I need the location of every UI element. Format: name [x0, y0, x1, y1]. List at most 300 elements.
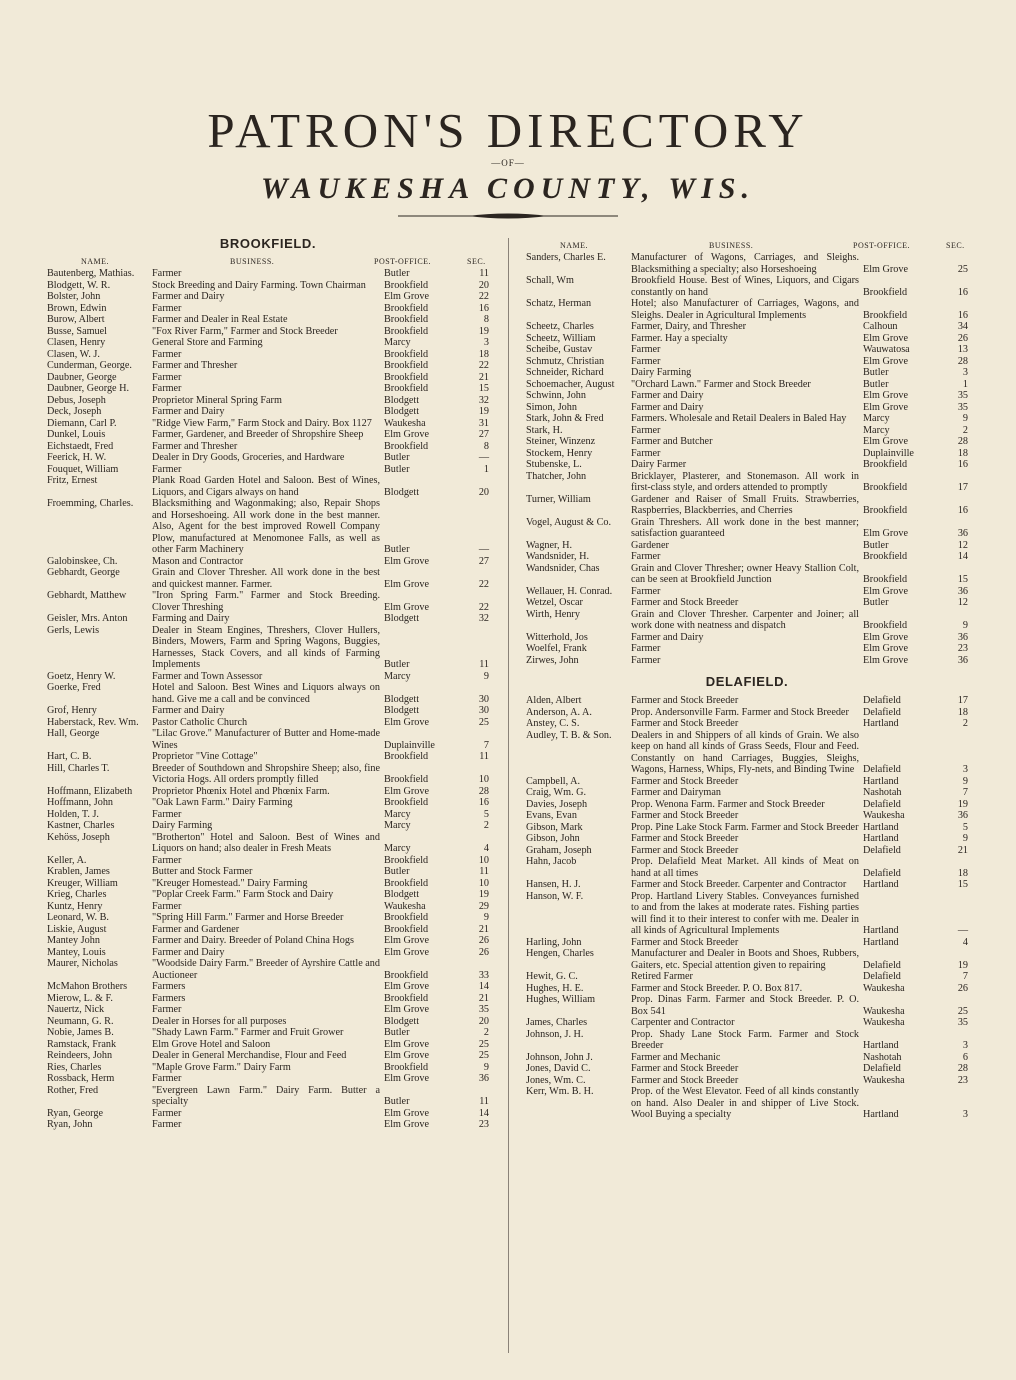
entry-name: Schmutz, Christian: [526, 355, 605, 367]
entry-post-office: Brookfield: [384, 854, 429, 866]
header-sec: SEC.: [467, 257, 486, 266]
entry-business: Dealer in Dry Goods, Groceries, and Hardware: [152, 452, 345, 463]
entry-business: Dairy Farmer: [631, 459, 687, 470]
entry-section: 3: [962, 1040, 968, 1051]
entry-name: Krieg, Charles: [47, 889, 107, 900]
entry-business: Farmer, Gardener, and Breeder of Shropshire Sheep: [152, 429, 364, 440]
entry-section: 16: [957, 286, 968, 298]
entry-section: 19: [957, 959, 968, 971]
entry-name: Hoffmann, John: [47, 797, 114, 808]
entry-name: Scheetz, Charles: [526, 321, 594, 332]
directory-entry: [47, 395, 489, 407]
entry-business: Gardener and Raiser of Small Fruits. Strawberries, Raspberries, Blackberries, and Cherries: [631, 493, 859, 516]
directory-entry: [526, 459, 968, 471]
entry-business: Mason and Contractor: [152, 555, 244, 567]
directory-entry: [526, 776, 968, 788]
entry-business: Farmer: [152, 900, 182, 912]
entry-post-office: Brookfield: [384, 440, 429, 452]
entry-post-office: Nashotah: [863, 787, 902, 798]
entry-post-office: Elm Grove: [384, 716, 429, 728]
entry-business: Farmer and Dairy: [152, 406, 225, 417]
directory-entry: [47, 498, 489, 556]
entry-business: Farmer and Stock Breeder: [631, 810, 739, 821]
entry-section: 25: [957, 263, 968, 275]
entry-name: Deck, Joseph: [47, 406, 102, 417]
entry-business: Farmer and Stock Breeder: [631, 936, 739, 948]
entry-business: Farmer and Stock Breeder: [631, 844, 739, 856]
entry-post-office: Marcy: [384, 670, 411, 682]
directory-entry: [526, 448, 968, 460]
entry-business: Carpenter and Contractor: [631, 1017, 735, 1028]
entry-post-office: Hartland: [863, 821, 899, 833]
entry-section: 27: [478, 555, 489, 567]
entry-section: 19: [478, 406, 489, 417]
entry-section: 4: [483, 843, 489, 854]
entry-name: Ries, Charles: [47, 1061, 102, 1073]
entry-section: 21: [478, 923, 489, 935]
entry-section: 30: [478, 693, 489, 705]
entry-section: 2: [962, 424, 968, 436]
entry-business: Dealer in Horses for all purposes: [152, 1015, 287, 1027]
entry-business: "Spring Hill Farm." Farmer and Horse Breeder: [152, 912, 344, 923]
directory-entry: [526, 718, 968, 730]
entry-business: Proprietor Mineral Spring Farm: [152, 394, 282, 406]
directory-entry: [47, 452, 489, 464]
entry-name: Sanders, Charles E.: [526, 252, 606, 263]
entry-post-office: Waukesha: [863, 1074, 905, 1086]
entry-section: 25: [478, 716, 489, 728]
entry-section: 36: [478, 1073, 489, 1084]
entry-name: Craig, Wm. G.: [526, 787, 587, 798]
directory-entry: [526, 845, 968, 857]
entry-business: Farmer: [631, 424, 661, 436]
entry-post-office: Elm Grove: [384, 291, 429, 302]
directory-entry: [47, 981, 489, 993]
entry-business: Grain and Clover Thresher. All work done in the best and quickest manner. Farmer.: [152, 567, 380, 590]
entry-post-office: Wauwatosa: [863, 344, 910, 355]
entry-post-office: Brookfield: [384, 992, 429, 1004]
entry-name: Gebhardt, George: [47, 567, 120, 578]
directory-entry: [47, 406, 489, 418]
entry-post-office: Brookfield: [384, 1061, 429, 1073]
directory-entry: [526, 333, 968, 345]
directory-entry: [526, 609, 968, 632]
directory-entry: [47, 797, 489, 809]
entry-business: "Orchard Lawn." Farmer and Stock Breeder: [631, 378, 811, 390]
entry-business: Farmer and Stock Breeder: [631, 718, 739, 729]
column-right: [526, 236, 968, 1121]
entry-name: Neumann, G. R.: [47, 1015, 114, 1027]
directory-entry: [526, 563, 968, 586]
entry-section: 15: [957, 574, 968, 585]
entry-post-office: Blodgett: [384, 1015, 420, 1027]
entry-business: Farmer and Thresher: [152, 440, 238, 452]
entry-section: 35: [957, 1017, 968, 1028]
directory-entry: [47, 625, 489, 671]
entry-name: Daubner, George: [47, 371, 117, 383]
entry-section: 25: [957, 1005, 968, 1017]
entry-business: Farmer and Stock Breeder: [631, 1074, 739, 1086]
entry-section: 23: [957, 643, 968, 654]
header-business: BUSINESS.: [709, 241, 754, 250]
entry-business: Farmer: [631, 355, 661, 367]
entry-section: 11: [479, 751, 489, 762]
entry-post-office: Marcy: [384, 843, 411, 854]
entry-section: 25: [478, 1038, 489, 1050]
entry-name: Anderson, A. A.: [526, 706, 592, 718]
entry-post-office: Hartland: [863, 879, 899, 890]
entry-business: Farmer: [152, 383, 182, 394]
entry-business: "Maple Grove Farm." Dairy Farm: [152, 1061, 291, 1073]
entry-name: Wandsnider, Chas: [526, 562, 600, 574]
entry-name: Krablen, James: [47, 866, 110, 877]
entry-section: 16: [957, 459, 968, 470]
directory-entry: [47, 717, 489, 729]
entry-business: Dairy Farming: [631, 367, 692, 378]
entry-post-office: Brookfield: [863, 620, 908, 631]
entry-section: 3: [962, 764, 968, 775]
entry-name: Jones, David C.: [526, 1063, 591, 1074]
entry-post-office: Butler: [863, 367, 889, 378]
entry-post-office: Elm Grove: [863, 263, 908, 275]
directory-entry: [47, 1004, 489, 1016]
entry-post-office: Blodgett: [384, 693, 420, 705]
entry-business: "Shady Lawn Farm." Farmer and Fruit Grower: [152, 1027, 344, 1038]
entry-business: Prop. Pine Lake Stock Farm. Farmer and Stock Breeder: [631, 821, 859, 833]
entry-name: Hill, Charles T.: [47, 762, 110, 774]
entry-name: Gibson, John: [526, 833, 580, 844]
header-name: NAME.: [81, 257, 110, 266]
entry-business: "Poplar Creek Farm." Farm Stock and Dairy: [152, 889, 334, 900]
entry-post-office: Elm Grove: [863, 643, 908, 654]
entry-section: 34: [957, 321, 968, 332]
entry-post-office: Brookfield: [863, 551, 908, 562]
directory-entry: [47, 613, 489, 625]
entry-business: Dairy Farming: [152, 820, 213, 831]
entry-business: Farmer: [152, 348, 182, 360]
entry-name: Holden, T. J.: [47, 808, 99, 820]
directory-entry: [526, 983, 968, 995]
entry-post-office: Brookfield: [384, 279, 429, 291]
column-headers-left: [47, 257, 489, 268]
directory-entry: [47, 349, 489, 361]
entry-name: Leonard, W. B.: [47, 912, 109, 923]
entry-name: Wirth, Henry: [526, 608, 580, 620]
entry-business: Farmer and Dairy: [152, 946, 225, 958]
entry-name: Graham, Joseph: [526, 844, 592, 856]
entry-section: 27: [478, 429, 489, 440]
entry-section: 6: [962, 1051, 968, 1063]
entry-post-office: Delafield: [863, 695, 901, 706]
directory-entry: [47, 855, 489, 867]
entry-section: 22: [478, 360, 489, 371]
entry-business: Farmers: [152, 981, 186, 992]
entry-post-office: Elm Grove: [384, 1119, 429, 1130]
entry-section: 18: [957, 867, 968, 879]
directory-entry: [526, 643, 968, 655]
entry-post-office: Hartland: [863, 833, 899, 844]
entry-post-office: Waukesha: [384, 417, 426, 429]
entry-business: Farming and Dairy: [152, 613, 230, 624]
entry-section: 19: [957, 798, 968, 810]
entry-post-office: Hartland: [863, 936, 899, 948]
directory-entry: [526, 707, 968, 719]
entry-post-office: Brookfield: [384, 383, 429, 394]
directory-entry: [526, 937, 968, 949]
directory-entry: [526, 367, 968, 379]
directory-entry: [526, 471, 968, 494]
entry-business: Prop. Shady Lane Stock Farm. Farmer and Stock Breeder: [631, 1028, 859, 1051]
entry-business: Farmer and Stock Breeder: [631, 597, 739, 608]
entry-business: "Evergreen Lawn Farm." Dairy Farm. Butter a specialty: [152, 1084, 380, 1107]
entry-section: 1: [483, 463, 489, 475]
entry-section: 21: [478, 371, 489, 383]
directory-entry: [47, 314, 489, 326]
entry-business: Farmer: [152, 371, 182, 383]
entry-business: Prop. of the West Elevator. Feed of all kinds constantly on hand. Also Dealer in and shipper of Live Stock. Wool Buying a specialty: [631, 1086, 859, 1120]
entry-section: 9: [962, 620, 968, 631]
directory-entry: [47, 590, 489, 613]
entry-list-brookfield-continued: [526, 252, 968, 666]
entry-section: 18: [478, 348, 489, 360]
entry-name: Kreuger, William: [47, 877, 118, 889]
entry-name: Hewit, G. C.: [526, 971, 578, 982]
entry-section: 20: [478, 279, 489, 291]
directory-entry: [47, 901, 489, 913]
directory-entry: [526, 321, 968, 333]
entry-section: 3: [483, 337, 489, 348]
entry-business: Farmer and Stock Breeder: [631, 833, 739, 844]
entry-section: 25: [478, 1050, 489, 1061]
entry-post-office: Waukesha: [384, 900, 426, 912]
directory-entry: [47, 958, 489, 981]
entry-section: 26: [957, 332, 968, 344]
entry-name: Johnson, John J.: [526, 1051, 593, 1063]
entry-post-office: Delafield: [863, 706, 901, 718]
entry-business: Farmer: [152, 302, 182, 314]
entry-name: Alden, Albert: [526, 695, 582, 706]
entry-business: Farmer and Dairy. Breeder of Poland China Hogs: [152, 935, 354, 946]
entry-name: Mantey, Louis: [47, 946, 106, 958]
directory-entry: [526, 413, 968, 425]
entry-business: Pastor Catholic Church: [152, 716, 248, 728]
entry-section: 12: [957, 539, 968, 551]
entry-business: Manufacturer and Dealer in Boots and Shoes, Rubbers, Gaiters, etc. Special attention given to repairing: [631, 948, 859, 971]
entry-section: 21: [478, 992, 489, 1004]
entry-section: 32: [478, 613, 489, 624]
entry-section: 28: [957, 436, 968, 447]
entry-name: Schatz, Herman: [526, 298, 592, 309]
directory-entry: [47, 268, 489, 280]
entry-name: Nobie, James B.: [47, 1027, 114, 1038]
entry-name: Kuntz, Henry: [47, 900, 103, 912]
directory-entry: [526, 994, 968, 1017]
entry-business: Dealer in General Merchandise, Flour and Feed: [152, 1050, 347, 1061]
directory-entry: [47, 291, 489, 303]
entry-section: 30: [478, 705, 489, 716]
entry-section: 33: [478, 969, 489, 981]
entry-section: 26: [478, 946, 489, 958]
entry-post-office: Brookfield: [384, 877, 429, 889]
entry-post-office: Elm Grove: [384, 1038, 429, 1050]
entry-name: Davies, Joseph: [526, 798, 588, 810]
entry-post-office: Marcy: [384, 820, 411, 831]
entry-post-office: Brookfield: [384, 751, 429, 762]
entry-section: 36: [957, 810, 968, 821]
entry-post-office: Elm Grove: [863, 390, 908, 401]
directory-entry: [526, 252, 968, 275]
entry-post-office: Marcy: [863, 424, 890, 436]
directory-entry: [526, 810, 968, 822]
entry-section: 12: [957, 597, 968, 608]
directory-entry: [47, 383, 489, 395]
directory-entry: [47, 303, 489, 315]
entry-business: Farmer and Dairy: [152, 705, 225, 716]
entry-business: Breeder of Southdown and Shropshire Sheep; also, fine Victoria Hogs. All orders promptly filled: [152, 762, 380, 785]
entry-business: Farmer and Gardener: [152, 923, 240, 935]
directory-entry: [47, 809, 489, 821]
entry-list-brookfield: [47, 268, 489, 1131]
entry-post-office: Elm Grove: [384, 1004, 429, 1015]
entry-section: 9: [962, 413, 968, 424]
entry-section: 14: [478, 981, 489, 992]
entry-name: Hughes, H. E.: [526, 982, 584, 994]
entry-name: Liskie, August: [47, 923, 107, 935]
directory-entry: [526, 856, 968, 879]
entry-post-office: Waukesha: [863, 1005, 905, 1017]
entry-post-office: Marcy: [384, 337, 411, 348]
entry-post-office: Blodgett: [384, 406, 420, 417]
entry-section: 22: [478, 601, 489, 613]
directory-entry: [526, 402, 968, 414]
entry-section: 17: [957, 695, 968, 706]
entry-name: Hughes, William: [526, 994, 596, 1005]
entry-business: Blacksmithing and Wagonmaking; also, Repair Shops and Horseshoeing. All work done in the best manner. Also, Agent for the best improved Rowell Company Plow, manufactured at Menomonee Falls, as well as other Farm Machinery: [152, 498, 380, 555]
entry-business: Brookfield House. Best of Wines, Liquors, and Cigars constantly on hand: [631, 275, 859, 298]
entry-post-office: Elm Grove: [863, 436, 908, 447]
entry-name: Simon, John: [526, 401, 577, 413]
directory-entry: [47, 1050, 489, 1062]
entry-name: Ryan, John: [47, 1119, 93, 1130]
directory-entry: [526, 971, 968, 983]
directory-entry: [47, 1108, 489, 1120]
entry-business: Farmer: [152, 1107, 182, 1119]
entry-post-office: Butler: [384, 1096, 410, 1107]
entry-post-office: Brookfield: [384, 371, 429, 383]
entry-business: Farmer: [152, 1073, 182, 1084]
entry-post-office: Brookfield: [863, 482, 908, 493]
entry-business: Farmer: [631, 585, 661, 597]
entry-section: 36: [957, 528, 968, 539]
entry-name: Wellauer, H. Conrad.: [526, 585, 613, 597]
directory-entry: [47, 372, 489, 384]
directory-entry: [526, 379, 968, 391]
entry-post-office: Elm Grove: [384, 981, 429, 992]
entry-name: Burow, Albert: [47, 314, 105, 325]
entry-name: Schwinn, John: [526, 390, 586, 401]
entry-name: Brown, Edwin: [47, 302, 107, 314]
entry-name: James, Charles: [526, 1017, 588, 1028]
entry-name: Clasen, Henry: [47, 337, 106, 348]
entry-name: Geisler, Mrs. Anton: [47, 613, 128, 624]
directory-entry: [47, 1073, 489, 1085]
directory-entry: [47, 786, 489, 798]
entry-name: Diemann, Carl P.: [47, 417, 117, 429]
entry-name: Fouquet, William: [47, 463, 119, 475]
entry-section: 26: [478, 935, 489, 946]
entry-name: Eichstaedt, Fred: [47, 440, 114, 452]
entry-business: Farmer: [152, 808, 182, 820]
entry-section: 11: [479, 659, 489, 670]
entry-business: Retired Farmer: [631, 971, 693, 982]
entry-post-office: Calhoun: [863, 321, 898, 332]
entry-business: Butter and Stock Farmer: [152, 866, 253, 877]
entry-post-office: Waukesha: [863, 1017, 905, 1028]
entry-post-office: Hartland: [863, 718, 899, 729]
entry-business: Prop. Delafield Meat Market. All kinds of Meat on hand at all times: [631, 856, 859, 879]
entry-post-office: Delafield: [863, 867, 901, 879]
directory-entry: [47, 429, 489, 441]
entry-name: Feerick, H. W.: [47, 452, 107, 463]
entry-post-office: Butler: [384, 1027, 410, 1038]
directory-entry: [526, 425, 968, 437]
entry-post-office: Elm Grove: [863, 654, 908, 666]
directory-entry: [47, 1119, 489, 1131]
entry-section: —: [478, 544, 489, 555]
directory-entry: [47, 1016, 489, 1028]
entry-post-office: Brookfield: [384, 969, 429, 981]
entry-name: Blodgett, W. R.: [47, 279, 111, 291]
directory-entry: [526, 1029, 968, 1052]
entry-name: Stubenske, L.: [526, 459, 582, 470]
entry-section: 35: [957, 401, 968, 413]
entry-name: Harling, John: [526, 936, 582, 948]
entry-section: 16: [478, 302, 489, 314]
entry-name: Galobinskee, Ch.: [47, 555, 118, 567]
entry-post-office: Duplainville: [384, 739, 435, 751]
entry-name: Dunkel, Louis: [47, 429, 106, 440]
directory-entry: [526, 833, 968, 845]
directory-entry: [526, 494, 968, 517]
entry-business: "Iron Spring Farm." Farmer and Stock Breeding. Clover Threshing: [152, 590, 380, 613]
entry-post-office: Waukesha: [863, 810, 905, 821]
directory-entry: [526, 298, 968, 321]
entry-section: 28: [957, 355, 968, 367]
entry-business: Farmer: [631, 344, 661, 355]
directory-entry: [47, 993, 489, 1005]
entry-post-office: Brookfield: [863, 459, 908, 470]
entry-business: Hotel and Saloon. Best Wines and Liquors always on hand. Give me a call and be convinced: [152, 682, 380, 705]
directory-entry: [526, 891, 968, 937]
entry-section: 22: [478, 578, 489, 590]
directory-entry: [526, 632, 968, 644]
directory-entry: [47, 567, 489, 590]
entry-business: Prop. Wenona Farm. Farmer and Stock Breeder: [631, 798, 825, 810]
entry-section: 9: [483, 912, 489, 923]
entry-business: General Store and Farming: [152, 337, 263, 348]
entry-post-office: Elm Grove: [863, 332, 908, 344]
entry-name: Hanson, W. F.: [526, 890, 584, 902]
entry-name: Campbell, A.: [526, 775, 581, 787]
entry-name: Jones, Wm. C.: [526, 1074, 586, 1086]
entry-business: Proprietor "Vine Cottage": [152, 751, 258, 762]
entry-business: Farmer and Dairy: [631, 631, 704, 643]
entry-name: Gerls, Lewis: [47, 624, 100, 636]
entry-section: 7: [962, 971, 968, 982]
directory-entry: [526, 436, 968, 448]
entry-name: Stark, John & Fred: [526, 413, 604, 424]
entry-name: Witterhold, Jos: [526, 631, 588, 643]
